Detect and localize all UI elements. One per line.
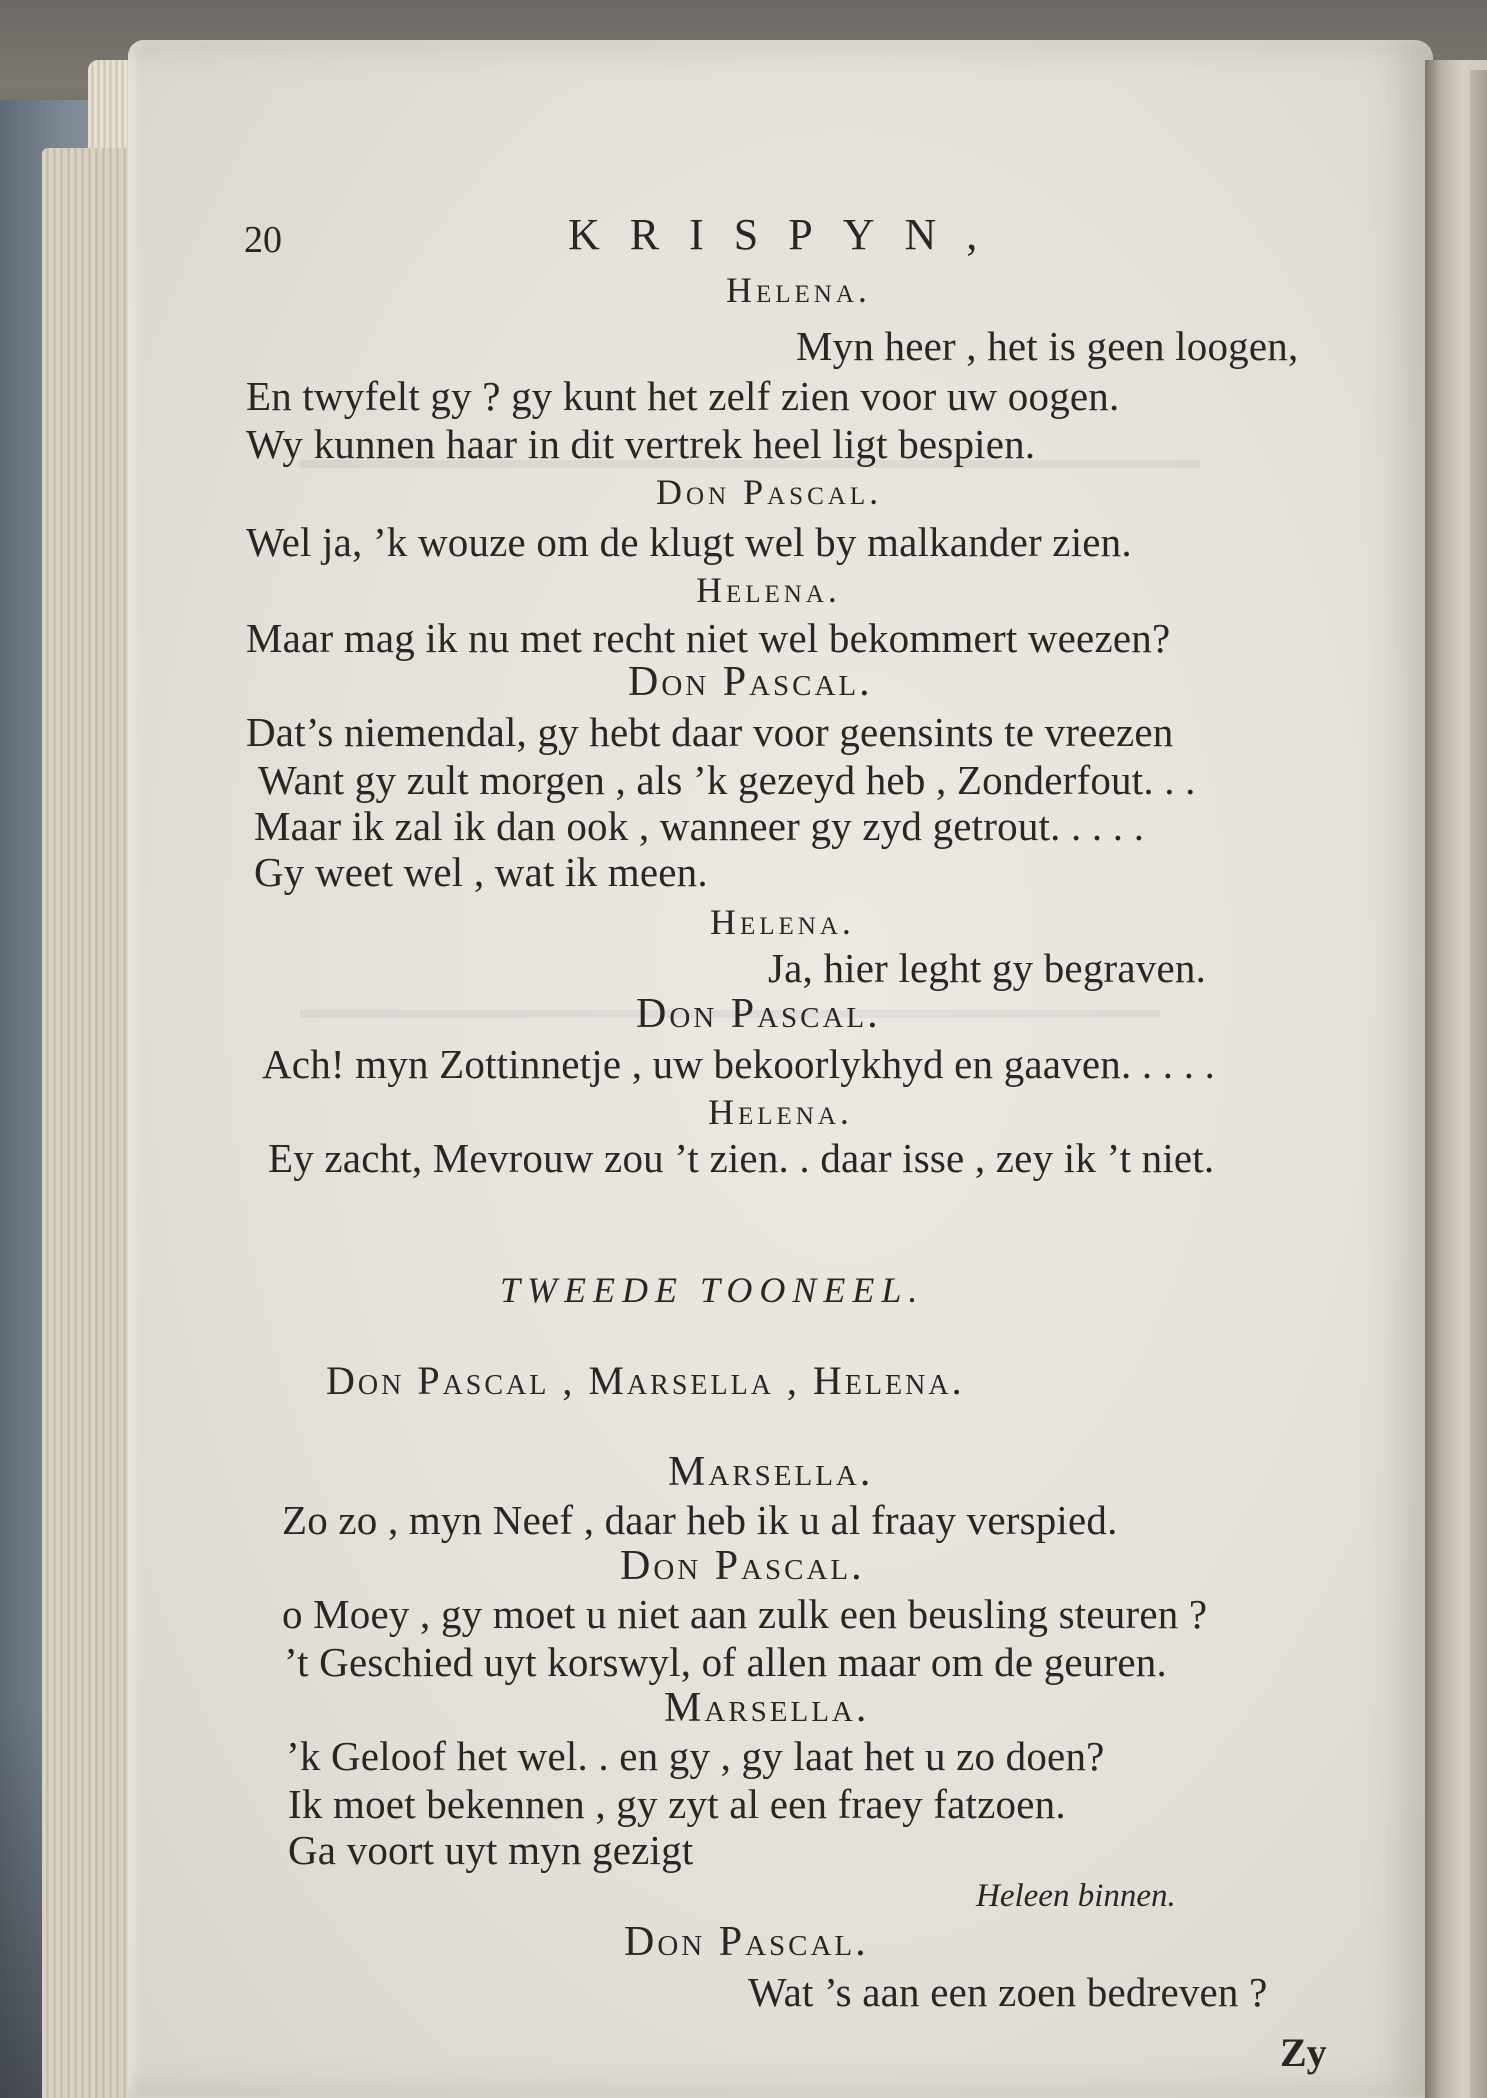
speaker-don-pascal: Don Pascal.	[656, 472, 883, 512]
verse-line: Ik moet bekennen , gy zyt al een fraey fatzoen.	[288, 1781, 1066, 1827]
page-text	[128, 40, 1433, 2098]
verse-line: Wel ja, ’k wouze om de klugt wel by malkander zien.	[246, 519, 1132, 565]
verse-line: ’t Geschied uyt korswyl, of allen maar om de geuren.	[284, 1639, 1167, 1685]
speaker-marsella: Marsella.	[664, 1685, 870, 1731]
cast-list: Don Pascal , Marsella , Helena.	[326, 1358, 965, 1403]
facing-page-edge	[1470, 70, 1487, 2098]
verse-line: Ey zacht, Mevrouw zou ’t zien. . daar isse , zey ik ’t niet.	[268, 1135, 1215, 1181]
verse-line: Zo zo , myn Neef , daar heb ik u al fraay verspied.	[282, 1497, 1118, 1543]
speaker-don-pascal: Don Pascal.	[636, 991, 881, 1037]
speaker-helena: Helena.	[710, 902, 855, 942]
verse-line: Gy weet wel , wat ik meen.	[254, 849, 708, 895]
verse-line: En twyfelt gy ? gy kunt het zelf zien voor uw oogen.	[246, 373, 1120, 419]
verse-line: Want gy zult morgen , als ’k gezeyd heb , Zonderfout. . .	[258, 757, 1196, 803]
speaker-helena: Helena.	[726, 270, 871, 310]
verse-line: Wat ’s aan een zoen bedreven ?	[748, 1969, 1268, 2015]
verse-line: Ach! myn Zottinnetje , uw bekoorlykhyd en gaaven. . . . .	[262, 1041, 1216, 1087]
speaker-marsella: Marsella.	[668, 1449, 874, 1495]
page-edges-outer	[42, 148, 142, 2098]
verse-line: o Moey , gy moet u niet aan zulk een beusling steuren ?	[282, 1591, 1208, 1637]
catchword: Zy	[1280, 2030, 1327, 2075]
verse-line: Ja, hier leght gy begraven.	[768, 945, 1207, 991]
verse-line: Myn heer , het is geen loogen,	[796, 323, 1299, 369]
verse-line: Maar ik zal ik dan ook , wanneer gy zyd getrout. . . . .	[254, 803, 1145, 849]
scene-title: TWEEDE TOONEEL.	[500, 1270, 925, 1310]
speaker-helena: Helena.	[696, 570, 841, 610]
speaker-don-pascal: Don Pascal.	[620, 1543, 865, 1589]
verse-line: Wy kunnen haar in dit vertrek heel ligt bespien.	[246, 421, 1036, 467]
speaker-don-pascal: Don Pascal.	[628, 659, 873, 705]
verse-line: ’k Geloof het wel. . en gy , gy laat het u zo doen?	[286, 1733, 1105, 1779]
page-number: 20	[244, 219, 282, 261]
speaker-don-pascal: Don Pascal.	[624, 1919, 869, 1965]
verse-line: Dat’s niemendal, gy hebt daar voor geensints te vreezen	[246, 709, 1174, 755]
speaker-helena: Helena.	[708, 1092, 853, 1132]
verse-line: Maar mag ik nu met recht niet wel bekommert weezen?	[246, 615, 1171, 661]
verse-line: Ga voort uyt myn gezigt	[288, 1827, 694, 1873]
stage-direction: Heleen binnen.	[976, 1878, 1176, 1914]
running-title: KRISPYN,	[568, 210, 1008, 259]
